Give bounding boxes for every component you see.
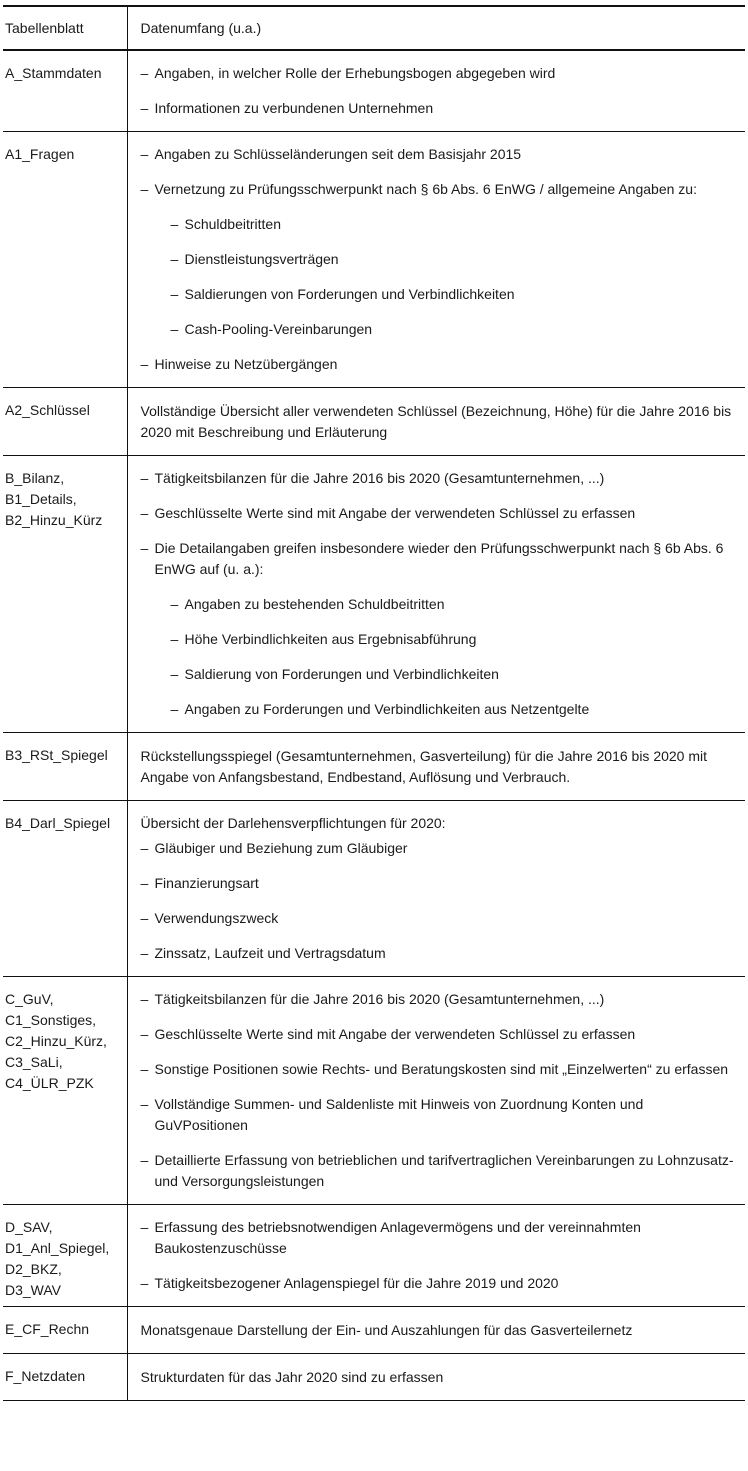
list-item <box>141 1059 736 1080</box>
scope-paragraph: Rückstellungsspiegel (Gesamtunternehmen, Gasverteilung) für die Jahre 2016 bis 2020 mit Angabe von Anfangsbestand, Endbestand, Auflösung und Verbrauch. <box>140 748 708 785</box>
table-row <box>3 1307 745 1354</box>
list-item-text: Hinweise zu Netzübergängen <box>154 356 338 372</box>
list-item-text: Die Detailangaben greifen insbesondere wieder den Prüfungsschwerpunkt nach § 6b Abs. 6 EnWG auf (u. a.): <box>154 540 724 577</box>
dash-bullet: – <box>140 945 149 961</box>
dash-bullet: – <box>170 701 179 717</box>
list-item-text: Verwendungszweck <box>154 910 279 926</box>
sub-list-item <box>141 629 736 650</box>
scope-list <box>141 456 736 732</box>
sheet-name: B4_Darl_Spiegel <box>3 801 127 977</box>
table-body <box>3 50 745 1401</box>
list-item <box>141 989 736 1010</box>
scope-description <box>127 1307 745 1354</box>
scope-list <box>141 132 736 387</box>
list-item <box>141 179 736 200</box>
list-item-text: Vollständige Summen- und Saldenliste mit Hinweis von Zuordnung Konten und GuVPositionen <box>154 1096 644 1133</box>
sheet-name: A_Stammdaten <box>3 50 127 132</box>
table-row <box>3 1205 745 1307</box>
list-item <box>141 468 736 489</box>
list-item <box>141 1273 736 1294</box>
dash-bullet: – <box>140 840 149 856</box>
sheet-name: F_Netzdaten <box>3 1354 127 1401</box>
list-item-text: Schuldbeitritten <box>184 216 282 232</box>
sub-list-item <box>141 699 736 720</box>
scope-description <box>127 801 745 977</box>
dash-bullet: – <box>140 1096 149 1112</box>
list-item-text: Informationen zu verbundenen Unternehmen <box>154 100 434 116</box>
sheet-name: E_CF_Rechn <box>3 1307 127 1354</box>
dash-bullet: – <box>140 1026 149 1042</box>
list-item-text: Geschlüsselte Werte sind mit Angabe der verwendeten Schlüssel zu erfassen <box>154 1026 636 1042</box>
table-row <box>3 50 745 132</box>
list-item <box>141 144 736 165</box>
list-item-text: Dienstleistungsverträgen <box>184 251 339 267</box>
header-row <box>3 6 745 50</box>
list-item-text: Sonstige Positionen sowie Rechts- und Beratungskosten sind mit „Einzelwerten“ zu erfassen <box>154 1061 729 1077</box>
sheet-name: C_GuV, C1_Sonstiges, C2_Hinzu_Kürz, C3_SaLi, C4_ÜLR_PZK <box>3 977 127 1205</box>
scope-list <box>141 977 736 1204</box>
sub-list-item <box>141 214 736 235</box>
sub-list-item <box>141 594 736 615</box>
list-item-text: Geschlüsselte Werte sind mit Angabe der verwendeten Schlüssel zu erfassen <box>154 505 636 521</box>
dash-bullet: – <box>140 100 149 116</box>
list-item-text: Tätigkeitsbilanzen für die Jahre 2016 bis 2020 (Gesamtunternehmen, ...) <box>154 991 605 1007</box>
scope-paragraph: Monatsgenaue Darstellung der Ein- und Auszahlungen für das Gasverteilernetz <box>140 1322 633 1338</box>
list-item <box>141 1217 736 1259</box>
dash-bullet: – <box>170 321 179 337</box>
data-scope-table <box>3 5 745 1401</box>
scope-description <box>127 1354 745 1401</box>
list-item <box>141 538 736 580</box>
scope-paragraph: Strukturdaten für das Jahr 2020 sind zu erfassen <box>140 1369 444 1385</box>
sub-list-item <box>141 284 736 305</box>
sheet-name: A2_Schlüssel <box>3 388 127 456</box>
dash-bullet: – <box>140 356 149 372</box>
dash-bullet: – <box>140 540 149 556</box>
list-item-text: Cash-Pooling-Vereinbarungen <box>184 321 373 337</box>
table-row <box>3 977 745 1205</box>
list-item <box>141 1150 736 1192</box>
scope-list <box>141 838 736 976</box>
list-item <box>141 98 736 119</box>
dash-bullet: – <box>170 631 179 647</box>
list-item <box>141 908 736 929</box>
scope-intro: Übersicht der Darlehensverpflichtungen für 2020: <box>140 815 446 831</box>
list-item-text: Angaben zu Forderungen und Verbindlichkeiten aus Netzentgelte <box>184 701 590 717</box>
header-sheet: Tabellenblatt <box>3 6 127 50</box>
table-row <box>3 733 745 801</box>
dash-bullet: – <box>140 146 149 162</box>
sub-list-item <box>141 664 736 685</box>
table-row <box>3 132 745 388</box>
list-item <box>141 354 736 375</box>
sheet-name: B3_RSt_Spiegel <box>3 733 127 801</box>
list-item-text: Gläubiger und Beziehung zum Gläubiger <box>154 840 408 856</box>
list-item <box>141 943 736 964</box>
dash-bullet: – <box>140 1061 149 1077</box>
list-item <box>141 873 736 894</box>
dash-bullet: – <box>140 65 149 81</box>
dash-bullet: – <box>140 470 149 486</box>
dash-bullet: – <box>170 596 179 612</box>
list-item-text: Tätigkeitsbezogener Anlagenspiegel für die Jahre 2019 und 2020 <box>154 1275 559 1291</box>
list-item-text: Angaben zu Schlüsseländerungen seit dem Basisjahr 2015 <box>154 146 522 162</box>
list-item-text: Detaillierte Erfassung von betrieblichen und tarifvertraglichen Vereinbarungen zu Lohnzusatz- und Versorgungsleistungen <box>154 1152 734 1189</box>
dash-bullet: – <box>140 910 149 926</box>
list-item <box>141 63 736 84</box>
scope-paragraph: Vollständige Übersicht aller verwendeten Schlüssel (Bezeichnung, Höhe) für die Jahre 2016 bis 2020 mit Beschreibung und Erläuterung <box>140 403 732 440</box>
dash-bullet: – <box>140 505 149 521</box>
list-item <box>141 503 736 524</box>
list-item <box>141 1094 736 1136</box>
list-item-text: Saldierung von Forderungen und Verbindlichkeiten <box>184 666 499 682</box>
sub-list-item <box>141 249 736 270</box>
dash-bullet: – <box>140 181 149 197</box>
dash-bullet: – <box>140 991 149 1007</box>
list-item-text: Tätigkeitsbilanzen für die Jahre 2016 bis 2020 (Gesamtunternehmen, ...) <box>154 470 605 486</box>
list-item <box>141 838 736 859</box>
scope-description <box>127 733 745 801</box>
dash-bullet: – <box>170 666 179 682</box>
list-item-text: Höhe Verbindlichkeiten aus Ergebnisabführung <box>184 631 477 647</box>
scope-list <box>141 51 736 131</box>
sheet-name: B_Bilanz, B1_Details, B2_Hinzu_Kürz <box>3 456 127 733</box>
list-item <box>141 1024 736 1045</box>
table-row <box>3 1354 745 1401</box>
scope-description <box>127 132 745 388</box>
scope-description <box>127 456 745 733</box>
list-item-text: Angaben zu bestehenden Schuldbeitritten <box>184 596 445 612</box>
scope-description <box>127 1205 745 1307</box>
sheet-name: D_SAV, D1_Anl_Spiegel, D2_BKZ, D3_WAV <box>3 1205 127 1307</box>
table-row <box>3 456 745 733</box>
list-item-text: Saldierungen von Forderungen und Verbindlichkeiten <box>184 286 515 302</box>
dash-bullet: – <box>170 251 179 267</box>
table-row <box>3 801 745 977</box>
table-row <box>3 388 745 456</box>
scope-description <box>127 977 745 1205</box>
scope-description <box>127 388 745 456</box>
dash-bullet: – <box>140 1219 149 1235</box>
list-item-text: Finanzierungsart <box>154 875 259 891</box>
list-item-text: Zinssatz, Laufzeit und Vertragsdatum <box>154 945 386 961</box>
sheet-name: A1_Fragen <box>3 132 127 388</box>
dash-bullet: – <box>140 875 149 891</box>
sub-list-item <box>141 319 736 340</box>
list-item-text: Vernetzung zu Prüfungsschwerpunkt nach § 6b Abs. 6 EnWG / allgemeine Angaben zu: <box>154 181 697 197</box>
dash-bullet: – <box>140 1152 149 1168</box>
scope-description <box>127 50 745 132</box>
scope-list <box>141 1205 736 1306</box>
header-scope: Datenumfang (u.a.) <box>127 6 745 50</box>
dash-bullet: – <box>170 216 179 232</box>
dash-bullet: – <box>140 1275 149 1291</box>
list-item-text: Angaben, in welcher Rolle der Erhebungsbogen abgegeben wird <box>154 65 556 81</box>
dash-bullet: – <box>170 286 179 302</box>
list-item-text: Erfassung des betriebsnotwendigen Anlagevermögens und der vereinnahmten Baukostenzuschüsse <box>154 1219 641 1256</box>
